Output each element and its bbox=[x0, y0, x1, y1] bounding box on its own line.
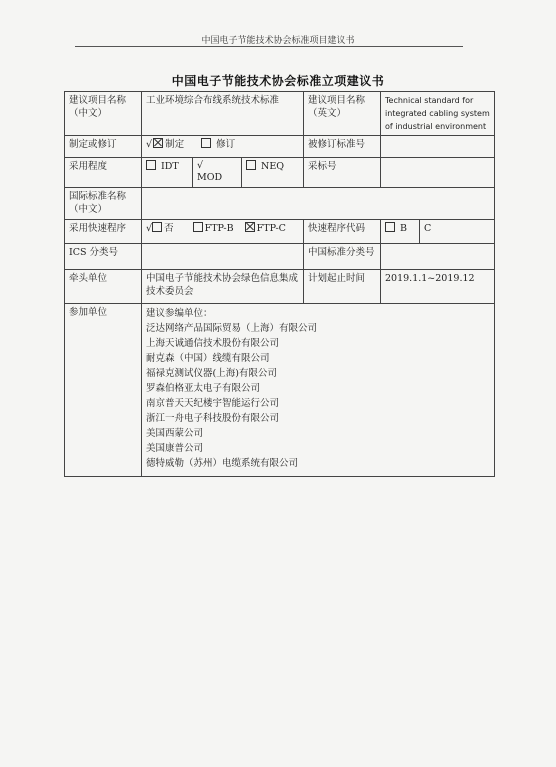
participant-unit: 美国西蒙公司 bbox=[146, 428, 204, 439]
row-fast-track bbox=[65, 220, 495, 244]
period-label: 计划起止时间 bbox=[304, 270, 381, 304]
participant-unit: 福禄克测试仪器(上海)有限公司 bbox=[146, 368, 277, 379]
fast-option-ftp-c[interactable] bbox=[245, 222, 286, 235]
document-title: 中国电子节能技术协会标准立项建议书 bbox=[171, 74, 385, 88]
row-participants bbox=[65, 304, 495, 477]
participant-unit: 泛达网络产品国际贸易（上海）有限公司 bbox=[146, 323, 318, 334]
check-mark: √ bbox=[146, 139, 153, 150]
row-type bbox=[65, 136, 495, 158]
row-adopt bbox=[65, 158, 495, 188]
check-mark: √ bbox=[197, 160, 204, 171]
fast-option-ftp-c-label: FTP-C bbox=[256, 223, 286, 234]
row-lead-unit bbox=[65, 270, 495, 304]
checkbox-empty-icon bbox=[246, 160, 256, 170]
checkbox-empty-icon bbox=[193, 222, 203, 232]
name-cn-value: 工业环境综合布线系统技术标准 bbox=[142, 92, 304, 136]
adopt-option-neq[interactable] bbox=[242, 158, 303, 187]
participant-unit: 耐克森（中国）线缆有限公司 bbox=[146, 353, 270, 364]
fast-code-c[interactable] bbox=[420, 220, 494, 243]
adopt-no-value bbox=[381, 158, 495, 188]
lead-unit-value: 中国电子节能技术协会绿色信息集成技术委员会 bbox=[142, 270, 304, 304]
adopt-option-idt-label: IDT bbox=[161, 161, 179, 172]
row-classification bbox=[65, 244, 495, 270]
running-header: 中国电子节能技术协会标准项目建议书 bbox=[201, 36, 355, 46]
row-intl-standard bbox=[65, 188, 495, 220]
participant-unit: 浙江一舟电子科技股份有限公司 bbox=[146, 413, 280, 424]
fast-track-options bbox=[142, 220, 304, 244]
fast-code-label: 快速程序代码 bbox=[304, 220, 381, 244]
fast-option-no[interactable] bbox=[146, 222, 174, 235]
checkbox-empty-icon bbox=[385, 222, 395, 232]
fast-option-ftp-b[interactable] bbox=[193, 222, 234, 235]
checkbox-checked-icon bbox=[153, 138, 163, 148]
participant-unit: 上海天诚通信技术股份有限公司 bbox=[146, 338, 280, 349]
adopt-option-mod-label: MOD bbox=[197, 172, 223, 183]
participant-unit: 德特威勒（苏州）电缆系统有限公司 bbox=[146, 458, 299, 469]
participants-label: 参加单位 bbox=[65, 304, 142, 477]
checkbox-empty-icon bbox=[152, 222, 162, 232]
adopt-label: 采用程度 bbox=[65, 158, 142, 188]
name-en-value: Technical standard for integrated cabling system of industrial environment bbox=[381, 92, 495, 136]
adopt-no-label: 采标号 bbox=[304, 158, 381, 188]
participant-unit: 罗森伯格亚太电子有限公司 bbox=[146, 383, 261, 394]
ccs-value bbox=[381, 244, 495, 270]
participant-unit: 美国康普公司 bbox=[146, 443, 204, 454]
row-project-name bbox=[65, 92, 495, 136]
adopt-option-neq-label: NEQ bbox=[261, 161, 285, 172]
checkbox-checked-icon bbox=[245, 222, 255, 232]
adopt-option-mod[interactable] bbox=[193, 158, 242, 187]
revised-no-value bbox=[381, 136, 495, 158]
proposal-form-table bbox=[64, 91, 495, 477]
adopt-option-idt[interactable] bbox=[142, 158, 193, 187]
participants-intro: 建议参编单位： bbox=[146, 308, 213, 319]
type-options bbox=[142, 136, 304, 158]
ccs-label: 中国标准分类号 bbox=[304, 244, 381, 270]
name-en-label: 建议项目名称（英文） bbox=[304, 92, 381, 136]
type-label: 制定或修订 bbox=[65, 136, 142, 158]
check-mark: √ bbox=[146, 223, 153, 234]
participants-cell bbox=[142, 304, 495, 477]
checkbox-empty-icon bbox=[201, 138, 211, 148]
ics-label: ICS 分类号 bbox=[65, 244, 142, 270]
type-option-create[interactable] bbox=[146, 138, 184, 151]
intl-standard-label: 国际标准名称（中文） bbox=[65, 188, 142, 220]
revised-no-label: 被修订标准号 bbox=[304, 136, 381, 158]
name-cn-label: 建议项目名称（中文） bbox=[65, 92, 142, 136]
participant-unit: 南京普天天纪楼宇智能运行公司 bbox=[146, 398, 280, 409]
adopt-options bbox=[142, 158, 304, 188]
ics-value bbox=[142, 244, 304, 270]
fast-track-label: 采用快速程序 bbox=[65, 220, 142, 244]
type-option-revise-label: 修订 bbox=[216, 139, 236, 150]
fast-code-b-label: B bbox=[400, 223, 408, 234]
fast-option-no-label: 否 bbox=[164, 223, 174, 234]
period-value: 2019.1.1~2019.12 bbox=[381, 270, 495, 304]
header-rule bbox=[75, 46, 463, 47]
lead-unit-label: 牵头单位 bbox=[65, 270, 142, 304]
fast-code-options bbox=[381, 220, 495, 244]
fast-option-ftp-b-label: FTP-B bbox=[204, 223, 234, 234]
intl-standard-value bbox=[142, 188, 495, 220]
fast-code-c-label: C bbox=[424, 223, 432, 234]
checkbox-empty-icon bbox=[146, 160, 156, 170]
type-option-create-label: 制定 bbox=[165, 139, 185, 150]
fast-code-b[interactable] bbox=[381, 220, 420, 243]
type-option-revise[interactable] bbox=[201, 138, 235, 151]
